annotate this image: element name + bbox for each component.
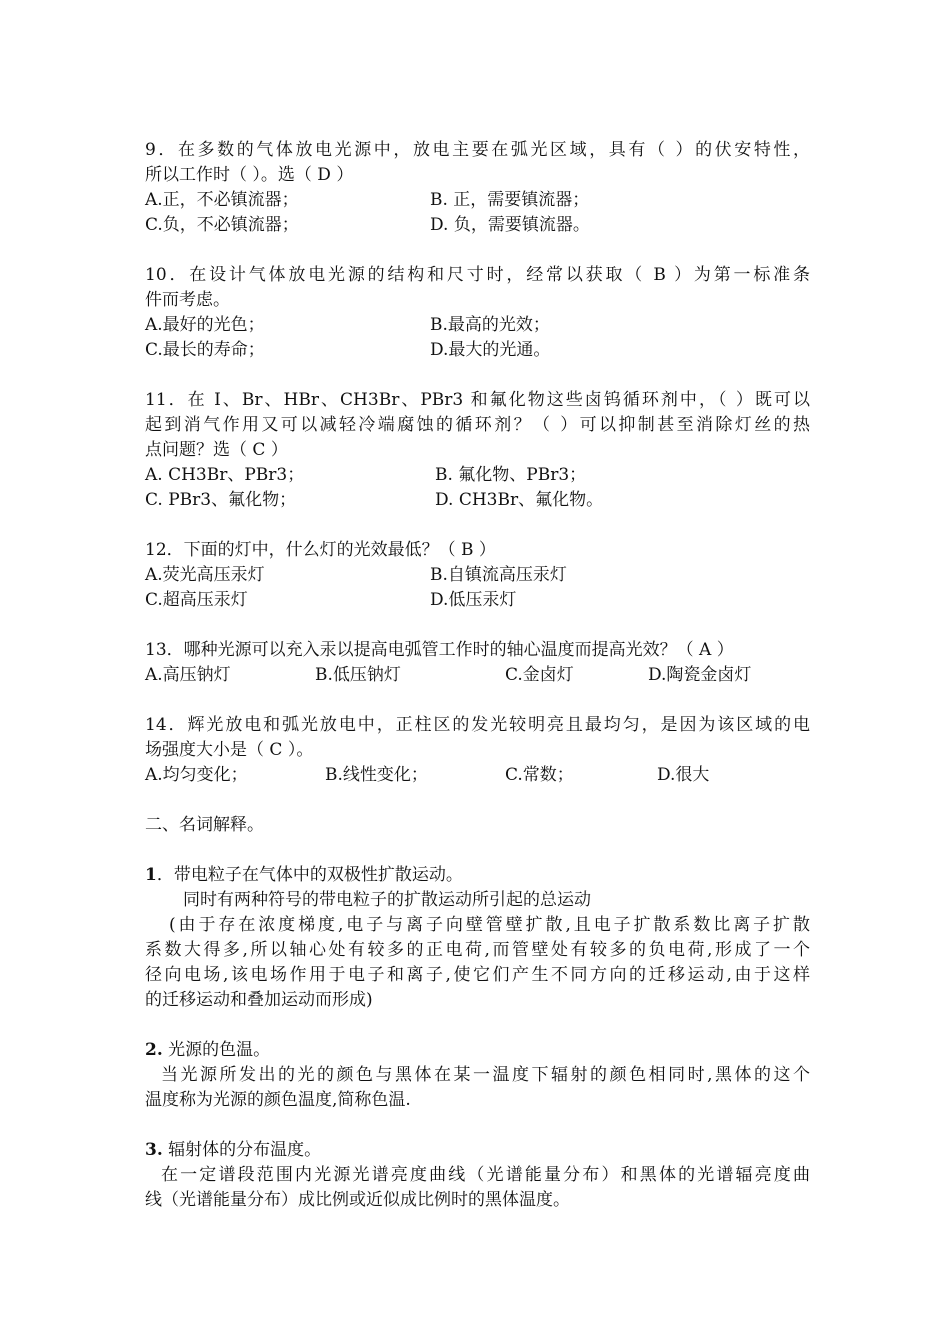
term-title: 辐射体的分布温度。 [162, 1140, 322, 1160]
option-row [145, 588, 810, 613]
term-number: 1 [145, 865, 157, 885]
term-heading [145, 1138, 810, 1163]
term-note: (由于存在浓度梯度,电子与离子向壁管壁扩散,且电子扩散系数比离子扩散 [169, 915, 810, 935]
option-d: D. 负，需要镇流器。 [430, 215, 590, 235]
option-a: A.荧光高压汞灯 [145, 565, 265, 585]
option-a: A. CH3Br、PBr3； [145, 465, 305, 485]
option-d: D.很大 [657, 765, 710, 785]
option-b: B.低压钠灯 [315, 665, 401, 685]
question-text: 场强度大小是（ C ）。 [145, 740, 314, 760]
question-text: 件而考虑。 [145, 290, 230, 310]
term-note: 系数大得多,所以轴心处有较多的正电荷,而管壁处有较多的负电荷,形成了一个 [145, 940, 810, 960]
option-b: B. 正，需要镇流器； [430, 190, 590, 210]
term-answer: 同时有两种符号的带电粒子的扩散运动所引起的总运动 [183, 890, 591, 910]
question-11 [145, 388, 810, 513]
option-c: C.负，不必镇流器； [145, 215, 299, 235]
term-3 [145, 1138, 810, 1213]
option-c: C.常数； [505, 765, 574, 785]
term-number: 3. [145, 1140, 163, 1160]
term-title: 光源的色温。 [162, 1040, 271, 1060]
term-number: 2. [145, 1040, 163, 1060]
question-text: 起到消气作用又可以减轻冷端腐蚀的循环剂？（ ）可以抑制甚至消除灯丝的热 [145, 415, 810, 435]
option-d: D.陶瓷金卤灯 [648, 665, 752, 685]
option-a: A.均匀变化； [145, 765, 248, 785]
option-row [145, 763, 810, 788]
term-heading [145, 863, 810, 888]
question-text: 点问题？选（ C ） [145, 440, 288, 460]
option-c: C.超高压汞灯 [145, 590, 248, 610]
option-row [145, 488, 810, 513]
question-9 [145, 138, 810, 238]
term-answer: 线（光谱能量分布）成比例或近似成比例时的黑体温度。 [145, 1190, 570, 1210]
term-answer: 当光源所发出的光的颜色与黑体在某一温度下辐射的颜色相同时,黑体的这个 [161, 1065, 810, 1085]
question-10 [145, 263, 810, 363]
option-row [145, 563, 810, 588]
option-d: D. CH3Br、氟化物。 [435, 490, 604, 510]
question-text: 13．哪种光源可以充入汞以提高电弧管工作时的轴心温度而提高光效？（ A ） [145, 640, 734, 660]
term-note: 的迁移运动和叠加运动而形成) [145, 990, 373, 1010]
option-row [145, 463, 810, 488]
option-d: D.低压汞灯 [430, 590, 517, 610]
term-note: 径向电场,该电场作用于电子和离子,使它们产生不同方向的迁移运动,由于这样 [145, 965, 810, 985]
question-text: 9．在多数的气体放电光源中，放电主要在弧光区域，具有（ ）的伏安特性， [145, 140, 810, 160]
term-answer: 在一定谱段范围内光源光谱亮度曲线（光谱能量分布）和黑体的光谱辐亮度曲 [161, 1165, 810, 1185]
option-row [145, 313, 810, 338]
question-14 [145, 713, 810, 788]
term-1 [145, 863, 810, 1013]
question-12 [145, 538, 810, 613]
option-row [145, 663, 810, 688]
option-c: C. PBr3、氟化物； [145, 490, 297, 510]
question-text: 14．辉光放电和弧光放电中，正柱区的发光较明亮且最均匀，是因为该区域的电 [145, 715, 810, 735]
option-c: C.金卤灯 [505, 665, 574, 685]
question-text: 10．在设计气体放电光源的结构和尺寸时，经常以获取（ B ）为第一标准条 [145, 265, 810, 285]
question-13 [145, 638, 810, 688]
option-c: C.最长的寿命； [145, 340, 265, 360]
term-2 [145, 1038, 810, 1113]
option-a: A.高压钠灯 [145, 665, 231, 685]
option-b: B.最高的光效； [430, 315, 550, 335]
option-row [145, 188, 810, 213]
question-text: 11．在 I、Br、HBr、CH3Br、PBr3 和氟化物这些卤钨循环剂中，（ ）既可以 [145, 390, 810, 410]
option-a: A.最好的光色； [145, 315, 265, 335]
term-heading [145, 1038, 810, 1063]
option-row [145, 213, 810, 238]
term-title: ．带电粒子在气体中的双极性扩散运动。 [156, 865, 463, 885]
term-answer: 温度称为光源的颜色温度,简称色温. [145, 1090, 411, 1110]
option-b: B. 氟化物、PBr3； [435, 465, 587, 485]
option-d: D.最大的光通。 [430, 340, 551, 360]
section-title: 二、名词解释。 [145, 815, 264, 835]
option-b: B.自镇流高压汞灯 [430, 565, 567, 585]
document-page [145, 138, 810, 1213]
option-b: B.线性变化； [325, 765, 428, 785]
option-row [145, 338, 810, 363]
option-a: A.正，不必镇流器； [145, 190, 299, 210]
question-text: 12．下面的灯中，什么灯的光效最低？（ B ） [145, 540, 496, 560]
question-text: 所以工作时（ ）。选（ D ） [145, 165, 354, 185]
